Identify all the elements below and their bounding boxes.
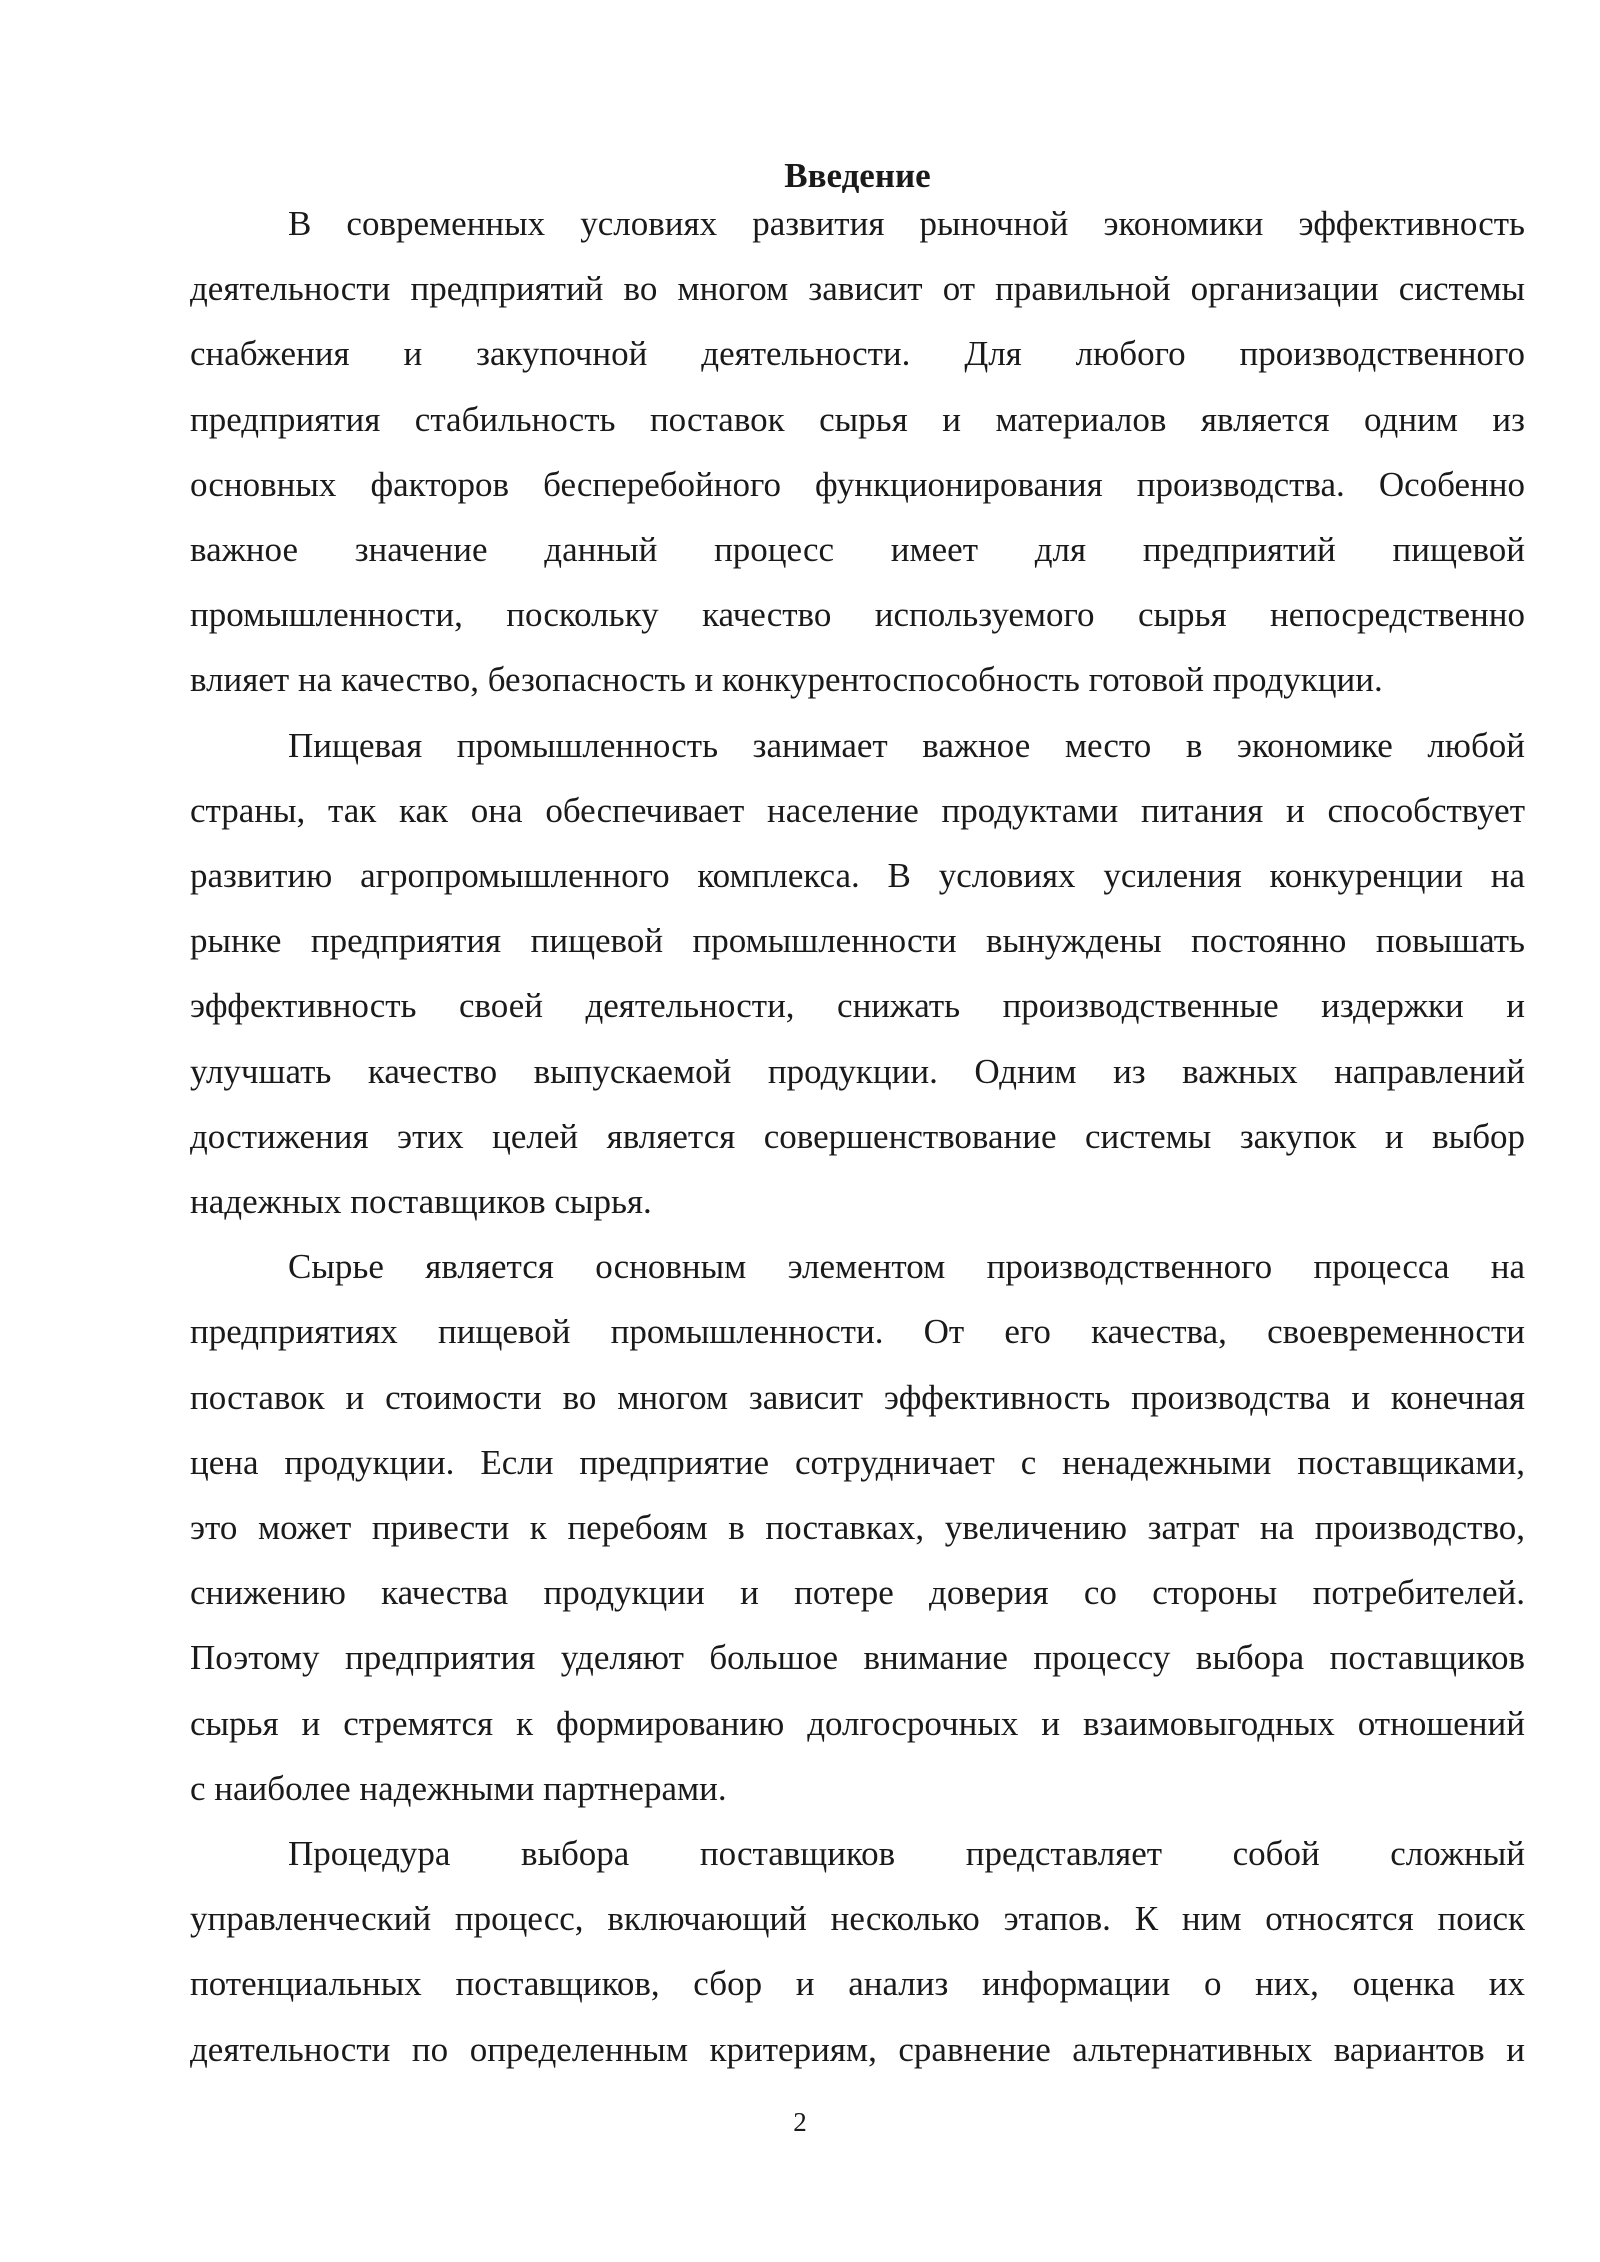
paragraph-line: эффективность своей деятельности, снижать производственные издержки и [190,986,1525,1026]
paragraph-line: сырья и стремятся к формированию долгосрочных и взаимовыгодных отношений [190,1703,1525,1743]
paragraph-line: улучшать качество выпускаемой продукции. Одним из важных направлений [190,1051,1525,1091]
paragraph-line: деятельности по определенным критериям, сравнение альтернативных вариантов и [190,2029,1525,2069]
paragraph-line: поставок и стоимости во многом зависит эффективность производства и конечная [190,1377,1525,1417]
paragraph-line: деятельности предприятий во многом зависит от правильной организации системы [190,269,1525,309]
paragraph-line: Пищевая промышленность занимает важное место в экономике любой [288,725,1525,765]
paragraph-line: надежных поставщиков сырья. [190,1182,652,1222]
paragraph-line: достижения этих целей является совершенствование системы закупок и выбор [190,1116,1525,1156]
paragraph-line: Сырье является основным элементом производственного процесса на [288,1247,1525,1287]
paragraph-line: влияет на качество, безопасность и конкурентоспособность готовой продукции. [190,660,1383,700]
paragraph-line: цена продукции. Если предприятие сотрудничает с ненадежными поставщиками, [190,1442,1525,1482]
paragraph-line: Процедура выбора поставщиков представляет собой сложный [288,1834,1525,1874]
paragraph-line: с наиболее надежными партнерами. [190,1768,727,1808]
paragraph-line: предприятия стабильность поставок сырья и материалов является одним из [190,399,1525,439]
page-number: 2 [793,2107,807,2137]
document-body [190,191,1525,2082]
paragraph-line: предприятиях пищевой промышленности. От его качества, своевременности [190,1312,1525,1352]
paragraph-line: В современных условиях развития рыночной экономики эффективность [288,204,1525,243]
paragraph [190,191,1525,713]
paragraph-line: снижению качества продукции и потере доверия со стороны потребителей. [190,1573,1525,1613]
paragraph-line: основных факторов бесперебойного функционирования производства. Особенно [190,464,1525,504]
page-title: Введение [784,156,931,195]
paragraph-line: рынке предприятия пищевой промышленности вынуждены постоянно повышать [190,921,1525,961]
paragraph-line: это может привести к перебоям в поставках, увеличению затрат на производство, [190,1508,1525,1548]
paragraph-line: развитию агропромышленного комплекса. В условиях усиления конкуренции на [190,856,1525,896]
paragraph-line: потенциальных поставщиков, сбор и анализ информации о них, оценка их [190,1964,1525,2004]
paragraph [190,1821,1525,2082]
paragraph [190,713,1525,1235]
paragraph-line: промышленности, поскольку качество используемого сырья непосредственно [190,595,1525,635]
paragraph [190,1234,1525,1821]
paragraph-line: Поэтому предприятия уделяют большое внимание процессу выбора поставщиков [190,1638,1525,1678]
paragraph-line: управленческий процесс, включающий несколько этапов. К ним относятся поиск [190,1899,1525,1939]
paragraph-line: страны, так как она обеспечивает население продуктами питания и способствует [190,790,1525,830]
paragraph-line: снабжения и закупочной деятельности. Для любого производственного [190,334,1525,374]
paragraph-line: важное значение данный процесс имеет для предприятий пищевой [190,530,1525,570]
